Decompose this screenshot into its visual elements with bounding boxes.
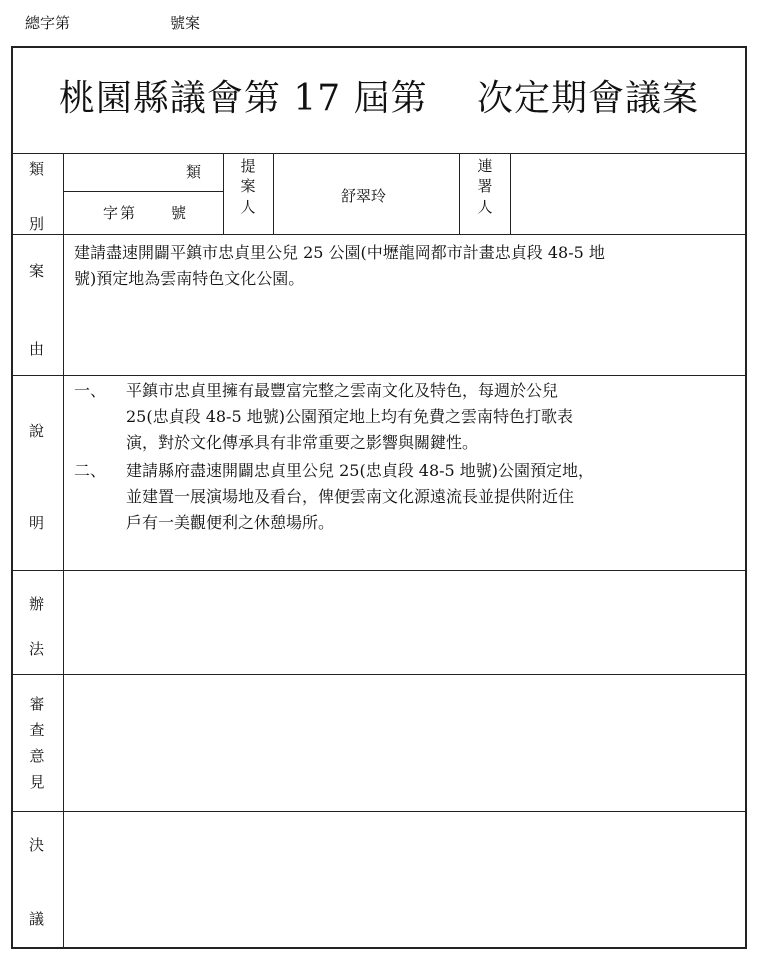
reason-label-bottom: 由	[29, 340, 45, 358]
reason-line-1: 建請盡速開闢平鎮市忠貞里公兒 25 公園(中壢龍岡都市計畫忠貞段 48-5 地	[74, 243, 605, 262]
row-divider	[11, 153, 747, 154]
category-label-top: 類	[29, 160, 45, 178]
category-inner-divider	[63, 191, 223, 192]
item-line: 平鎮市忠貞里擁有最豐富完整之雲南文化及特色，每週於公兒	[126, 381, 559, 400]
item-line: 並建置一展演場地及看台，俾便雲南文化源遠流長並提供附近住	[126, 487, 575, 506]
cosigner-label-divider	[510, 153, 511, 234]
row-divider	[11, 674, 747, 675]
method-label-bottom: 法	[29, 640, 45, 658]
proposer-label-divider	[273, 153, 274, 234]
method-label-top: 辦	[29, 595, 45, 613]
explanation-item-1	[74, 378, 734, 458]
item-line: 25(忠貞段 48-5 地號)公園預定地上均有免費之雲南特色打歌表	[126, 407, 573, 426]
proposer-label: 提 案 人	[240, 157, 256, 216]
reason-line-2: 號)預定地為雲南特色文化公園。	[74, 269, 305, 288]
label-column-divider	[63, 153, 64, 949]
proposer-name: 舒翠玲	[341, 187, 387, 205]
category-word-number: 字第 號	[103, 204, 189, 222]
item-line: 演，對於文化傳承具有非常重要之影響與關鍵性。	[126, 433, 479, 452]
resolution-label-top: 決	[29, 836, 45, 854]
row-divider	[11, 234, 747, 235]
explanation-label-bottom: 明	[29, 514, 45, 532]
total-number-label: 總字第	[25, 14, 71, 32]
item-number: 一、	[74, 381, 107, 400]
category-divider	[223, 153, 224, 234]
item-line: 戶有一美觀便利之休憩場所。	[126, 513, 335, 532]
explanation-label-top: 說	[29, 422, 45, 440]
explanation-item-2	[74, 458, 734, 538]
review-label: 審 查 意 見	[29, 695, 45, 791]
row-divider	[11, 570, 747, 571]
row-divider	[11, 375, 747, 376]
reason-label-top: 案	[29, 262, 45, 280]
proposer-name-divider	[459, 153, 460, 234]
item-line: 建請縣府盡速開闢忠貞里公兒 25(忠貞段 48-5 地號)公園預定地，	[126, 461, 595, 480]
form-title: 桃園縣議會第 17 屆第 次定期會議案	[58, 78, 700, 119]
row-divider	[11, 811, 747, 812]
item-number: 二、	[74, 461, 107, 480]
category-label-bottom: 別	[29, 215, 45, 233]
resolution-label-bottom: 議	[29, 910, 45, 928]
cosigner-label: 連 署 人	[477, 157, 493, 216]
case-number-label: 號案	[170, 14, 201, 32]
category-kind-suffix: 類	[186, 163, 202, 181]
